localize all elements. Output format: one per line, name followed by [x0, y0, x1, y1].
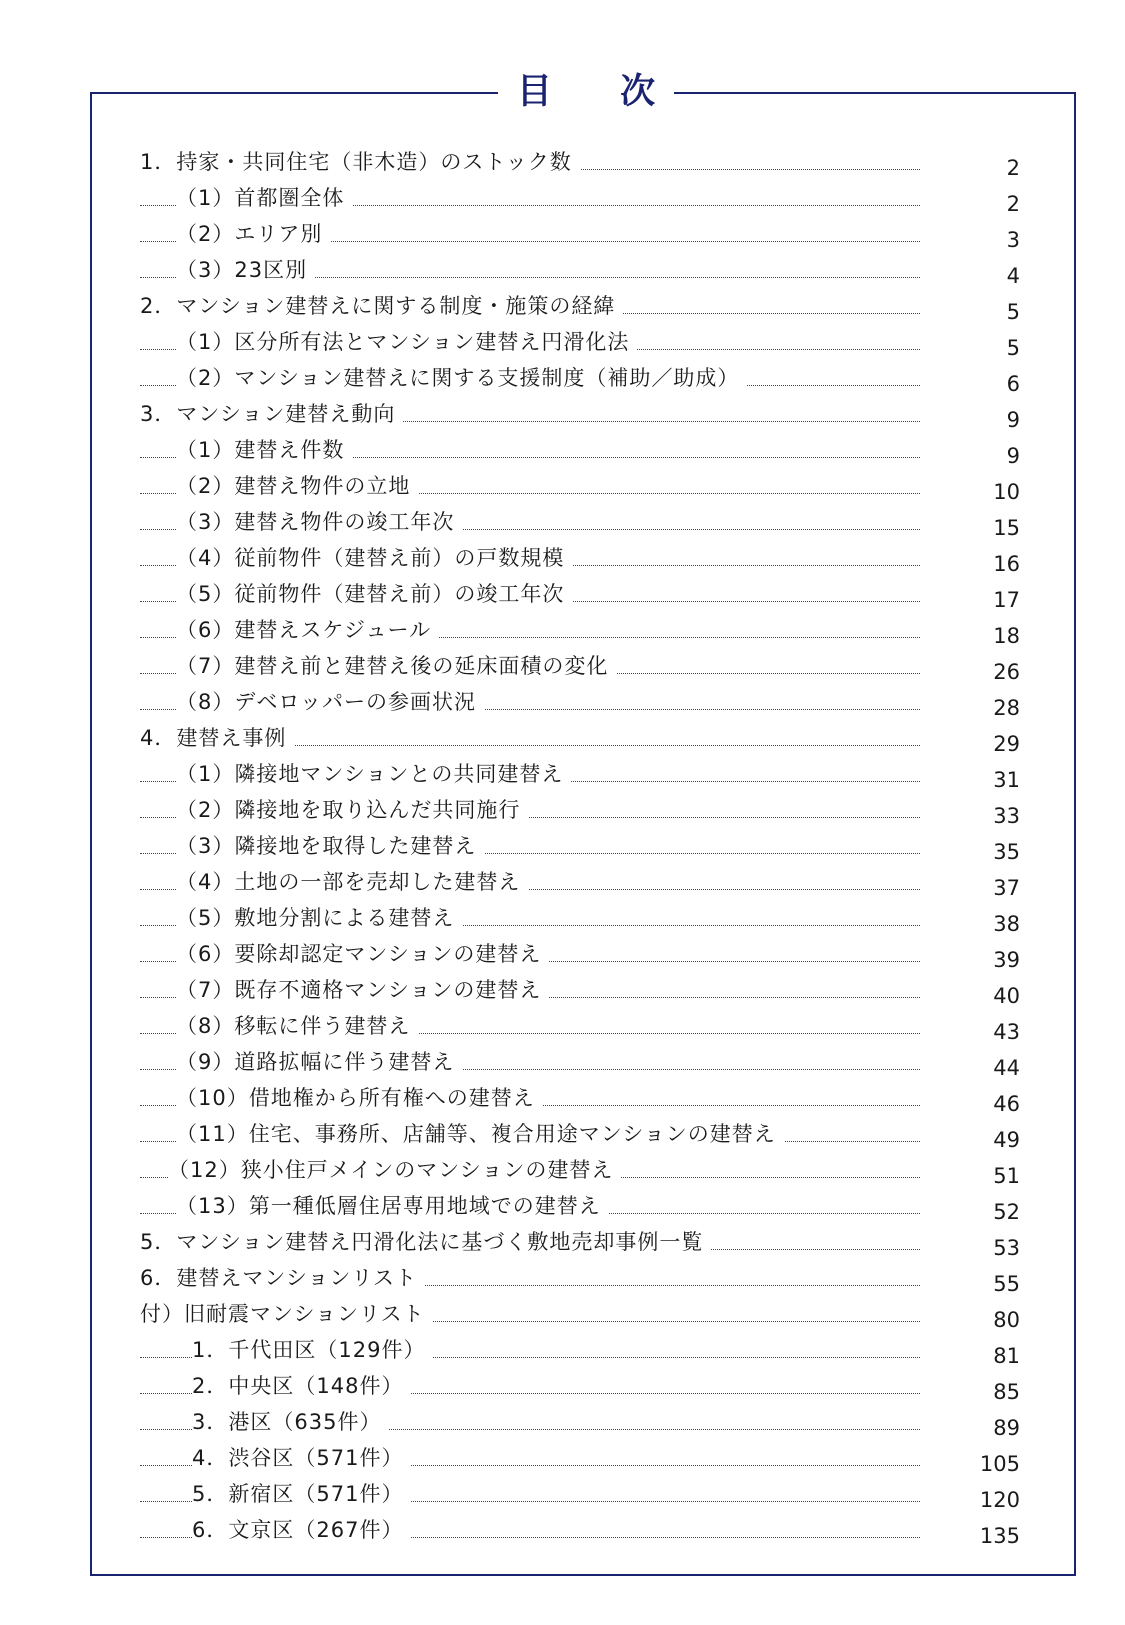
toc-entry[interactable] [140, 578, 1020, 614]
toc-entry[interactable] [140, 362, 1020, 398]
toc-entry[interactable] [140, 1478, 1020, 1514]
toc-entry-label: （12）狭小住戸メインのマンションの建替え [168, 1158, 621, 1182]
toc-entry-page-number: 33 [993, 804, 1020, 828]
toc-entry-page-number: 44 [993, 1056, 1020, 1080]
toc-entry[interactable] [140, 830, 1020, 866]
toc-entry-page-number: 5 [1006, 336, 1020, 360]
toc-entry[interactable] [140, 398, 1020, 434]
toc-entry-label: 5．新宿区（571件） [192, 1482, 411, 1506]
toc-entry-label: 2．中央区（148件） [192, 1374, 411, 1398]
toc-entry-page-number: 80 [993, 1308, 1020, 1332]
toc-entry[interactable] [140, 1118, 1020, 1154]
table-of-contents [140, 146, 1020, 1550]
toc-entry[interactable] [140, 902, 1020, 938]
toc-entry-page-number: 17 [993, 588, 1020, 612]
toc-entry[interactable] [140, 1442, 1020, 1478]
toc-entry-label: （1）区分所有法とマンション建替え円滑化法 [176, 330, 637, 354]
toc-entry-label: 付）旧耐震マンションリスト [140, 1302, 433, 1326]
toc-entry[interactable] [140, 1262, 1020, 1298]
toc-entry-page-number: 55 [993, 1272, 1020, 1296]
toc-entry-label: 5．マンション建替え円滑化法に基づく敷地売却事例一覧 [140, 1230, 711, 1254]
toc-entry[interactable] [140, 470, 1020, 506]
toc-entry-label: （2）隣接地を取り込んだ共同施行 [176, 798, 528, 822]
toc-entry[interactable] [140, 506, 1020, 542]
toc-entry[interactable] [140, 650, 1020, 686]
toc-entry-label: （9）道路拡幅に伴う建替え [176, 1050, 462, 1074]
toc-entry-label: （5）敷地分割による建替え [176, 906, 462, 930]
toc-entry-label: 4．建替え事例 [140, 726, 294, 750]
toc-entry-label: 1．持家・共同住宅（非木造）のストック数 [140, 150, 580, 174]
toc-entry-label: （7）既存不適格マンションの建替え [176, 978, 549, 1002]
toc-entry-page-number: 49 [993, 1128, 1020, 1152]
toc-entry-label: （4）従前物件（建替え前）の戸数規模 [176, 546, 572, 570]
toc-entry-page-number: 31 [993, 768, 1020, 792]
toc-entry[interactable] [140, 974, 1020, 1010]
toc-entry-page-number: 4 [1006, 264, 1020, 288]
toc-entry-label: （3）23区別 [176, 258, 315, 282]
toc-entry[interactable] [140, 434, 1020, 470]
toc-entry-label: （2）建替え物件の立地 [176, 474, 418, 498]
toc-entry[interactable] [140, 1154, 1020, 1190]
toc-entry-page-number: 10 [993, 480, 1020, 504]
toc-entry-label: 6．文京区（267件） [192, 1518, 411, 1542]
toc-entry[interactable] [140, 1298, 1020, 1334]
toc-entry-label: （11）住宅、事務所、店舗等、複合用途マンションの建替え [176, 1122, 784, 1146]
toc-entry-label: （1）建替え件数 [176, 438, 352, 462]
toc-entry-page-number: 81 [993, 1344, 1020, 1368]
toc-entry[interactable] [140, 1010, 1020, 1046]
toc-entry[interactable] [140, 218, 1020, 254]
toc-entry-label: （5）従前物件（建替え前）の竣工年次 [176, 582, 572, 606]
toc-entry-page-number: 2 [1006, 192, 1020, 216]
toc-entry-page-number: 3 [1006, 228, 1020, 252]
toc-entry[interactable] [140, 1046, 1020, 1082]
toc-entry[interactable] [140, 758, 1020, 794]
toc-entry-page-number: 39 [993, 948, 1020, 972]
toc-entry[interactable] [140, 290, 1020, 326]
toc-entry[interactable] [140, 1226, 1020, 1262]
toc-entry-label: （1）隣接地マンションとの共同建替え [176, 762, 571, 786]
toc-entry-label: 6．建替えマンションリスト [140, 1266, 425, 1290]
toc-entry-page-number: 37 [993, 876, 1020, 900]
toc-entry-label: （10）借地権から所有権への建替え [176, 1086, 543, 1110]
toc-entry-label: （2）エリア別 [176, 222, 330, 246]
toc-entry-label: （7）建替え前と建替え後の延床面積の変化 [176, 654, 616, 678]
toc-entry-page-number: 105 [979, 1452, 1020, 1476]
toc-entry-label: （4）土地の一部を売却した建替え [176, 870, 528, 894]
toc-entry-label: （1）首都圏全体 [176, 186, 352, 210]
toc-entry[interactable] [140, 254, 1020, 290]
toc-entry-label: （3）隣接地を取得した建替え [176, 834, 484, 858]
toc-entry-page-number: 53 [993, 1236, 1020, 1260]
toc-entry[interactable] [140, 1370, 1020, 1406]
title-container [498, 60, 684, 124]
toc-entry-page-number: 5 [1006, 300, 1020, 324]
toc-entry[interactable] [140, 794, 1020, 830]
toc-entry[interactable] [140, 1406, 1020, 1442]
toc-entry-page-number: 51 [993, 1164, 1020, 1188]
toc-entry-page-number: 52 [993, 1200, 1020, 1224]
toc-entry[interactable] [140, 686, 1020, 722]
toc-entry-label: 4．渋谷区（571件） [192, 1446, 411, 1470]
toc-entry[interactable] [140, 1082, 1020, 1118]
toc-entry-page-number: 28 [993, 696, 1020, 720]
toc-entry-page-number: 15 [993, 516, 1020, 540]
toc-entry-page-number: 35 [993, 840, 1020, 864]
toc-entry[interactable] [140, 1514, 1020, 1550]
toc-entry-page-number: 9 [1006, 408, 1020, 432]
toc-entry[interactable] [140, 542, 1020, 578]
toc-entry-page-number: 26 [993, 660, 1020, 684]
toc-entry-page-number: 40 [993, 984, 1020, 1008]
toc-entry[interactable] [140, 722, 1020, 758]
toc-entry-page-number: 2 [1006, 156, 1020, 180]
toc-entry-label: 1．千代田区（129件） [192, 1338, 433, 1362]
toc-entry-page-number: 46 [993, 1092, 1020, 1116]
toc-entry-label: 2．マンション建替えに関する制度・施策の経緯 [140, 294, 623, 318]
toc-entry[interactable] [140, 1334, 1020, 1370]
toc-entry-label: （8）移転に伴う建替え [176, 1014, 418, 1038]
toc-entry[interactable] [140, 1190, 1020, 1226]
toc-entry-page-number: 135 [979, 1524, 1020, 1548]
toc-entry-page-number: 6 [1006, 372, 1020, 396]
toc-entry[interactable] [140, 326, 1020, 362]
toc-entry-page-number: 16 [993, 552, 1020, 576]
toc-entry-page-number: 29 [993, 732, 1020, 756]
toc-entry-page-number: 120 [979, 1488, 1020, 1512]
toc-entry-label: （2）マンション建替えに関する支援制度（補助／助成） [176, 366, 747, 390]
toc-entry-label: （6）建替えスケジュール [176, 618, 439, 642]
toc-entry[interactable] [140, 614, 1020, 650]
page-title: 目 次 [516, 71, 684, 112]
toc-entry-label: 3．港区（635件） [192, 1410, 389, 1434]
toc-entry-label: （8）デベロッパーの参画状況 [176, 690, 484, 714]
toc-entry-page-number: 43 [993, 1020, 1020, 1044]
toc-entry[interactable] [140, 182, 1020, 218]
toc-entry-label: 3．マンション建替え動向 [140, 402, 403, 426]
toc-entry[interactable] [140, 146, 1020, 182]
toc-entry-page-number: 85 [993, 1380, 1020, 1404]
toc-entry[interactable] [140, 866, 1020, 902]
toc-entry-page-number: 9 [1006, 444, 1020, 468]
toc-entry-page-number: 38 [993, 912, 1020, 936]
toc-entry-label: （6）要除却認定マンションの建替え [176, 942, 549, 966]
toc-entry-label: （13）第一種低層住居専用地域での建替え [176, 1194, 609, 1218]
toc-entry-page-number: 18 [993, 624, 1020, 648]
toc-entry[interactable] [140, 938, 1020, 974]
toc-entry-page-number: 89 [993, 1416, 1020, 1440]
toc-entry-label: （3）建替え物件の竣工年次 [176, 510, 462, 534]
